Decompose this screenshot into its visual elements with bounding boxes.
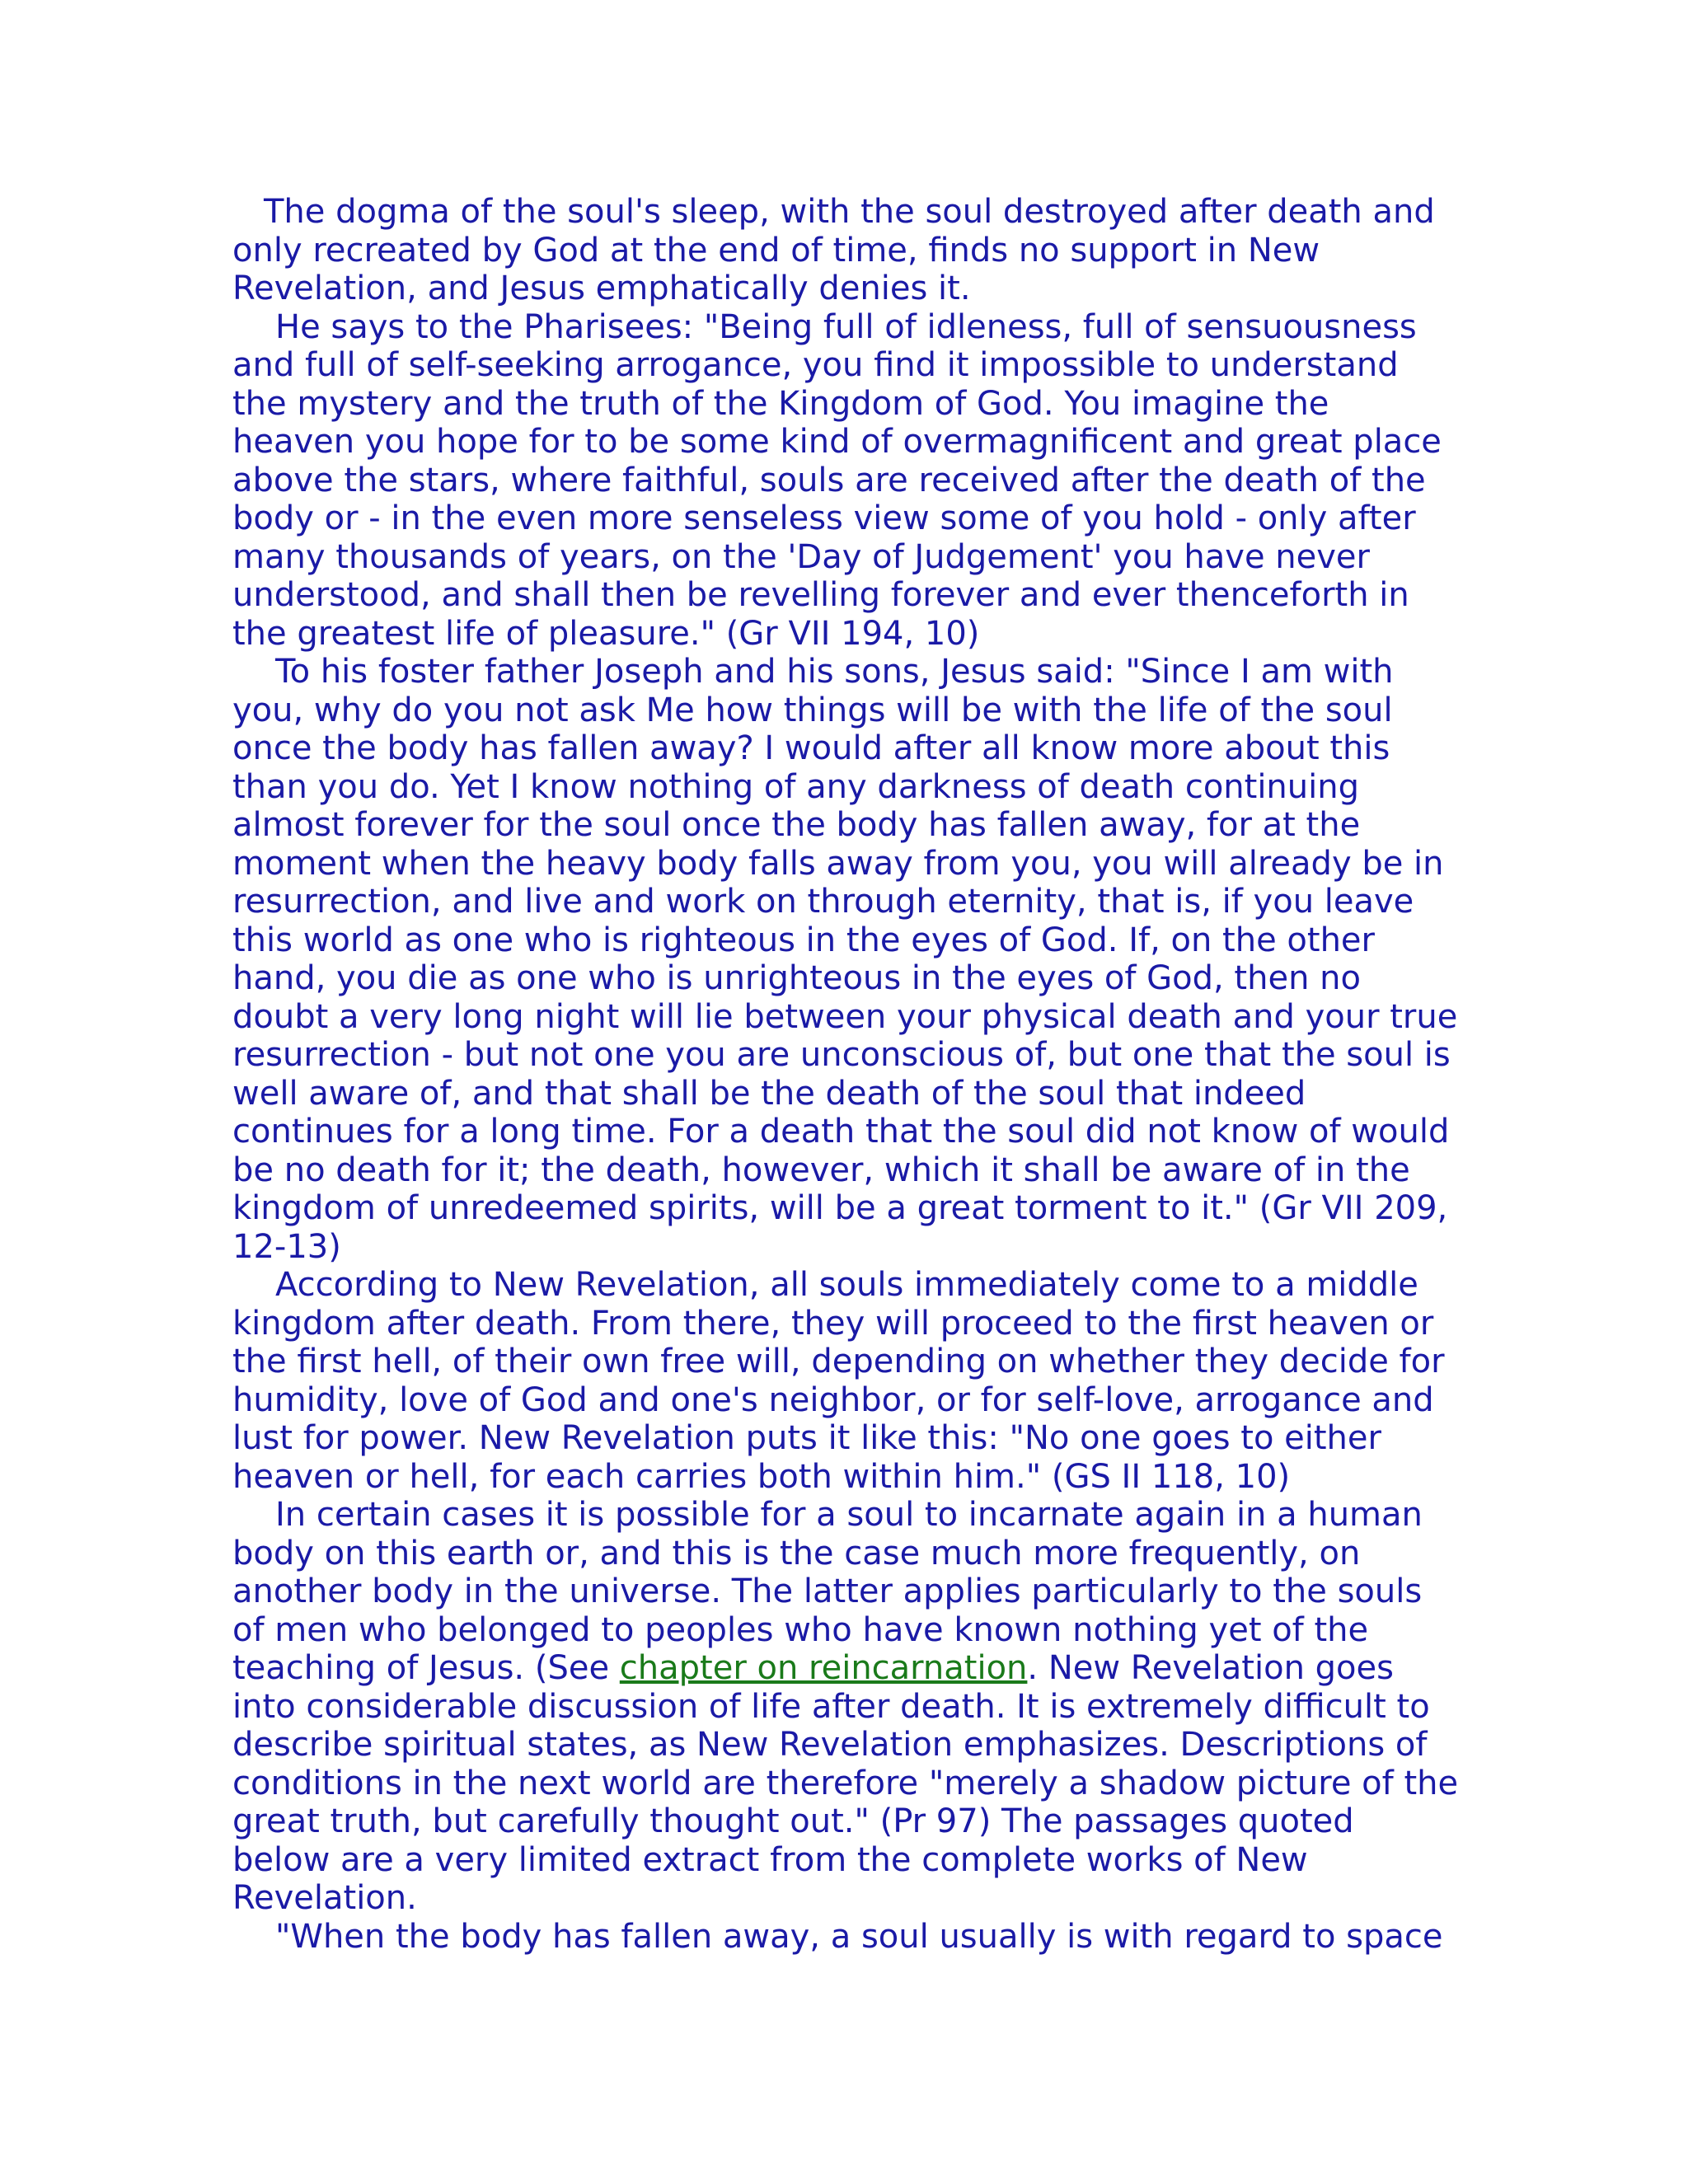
paragraph-reincarnation: [232, 1496, 1461, 1918]
reincarnation-chapter-link[interactable]: chapter on reincarnation: [619, 1649, 1028, 1687]
paragraph-text: "When the body has fallen away, a soul usually is with regard to space: [275, 1917, 1443, 1956]
document-body: [232, 193, 1461, 1956]
paragraph-soul-sleep: [232, 193, 1461, 308]
paragraph-middle-kingdom: [232, 1266, 1461, 1496]
paragraph-body-fallen-away: [232, 1918, 1461, 1957]
paragraph-text: The dogma of the soul's sleep, with the soul destroyed after death and only recreated by God at the end of time, finds no support in New Revelation, and Jesus emphatically denies it.: [232, 193, 1435, 307]
paragraph-text-before-link: In certain cases it is possible for a soul to incarnate again in a human body on this earth or, and this is the case much more frequently, on another body in the universe. The latter applies particularly to the souls of men who belonged to peoples who have known nothing yet of the teaching of Jesus. (See: [232, 1496, 1423, 1687]
paragraph-text: According to New Revelation, all souls immediately come to a middle kingdom after death. From there, they will proceed to the first heaven or the first hell, of their own free will, depending on whether they decide for humidity, love of God and one's neighbor, or for self-love, arrogance and lust for power. New Revelation puts it like this: "No one goes to either heaven or hell, for each carries both within him." (GS II 118, 10): [232, 1266, 1445, 1496]
paragraph-pharisees-quote: [232, 308, 1461, 654]
paragraph-text-after-link: . New Revelation goes into considerable discussion of life after death. It is extremely difficult to describe spiritual states, as New Revelation emphasizes. Descriptions of conditions in the next world are therefore "merely a shadow picture of the great truth, but carefully thought out." (Pr 97) The passages quoted below are a very limited extract from the complete works of New Revelation.: [232, 1649, 1459, 1917]
paragraph-joseph-quote: [232, 653, 1461, 1266]
paragraph-text: To his foster father Joseph and his sons, Jesus said: "Since I am with you, why do you not ask Me how things will be with the life of the soul once the body has fallen away? I would after all know more about this than you do. Yet I know nothing of any darkness of death continuing almost forever for the soul once the body has fallen away, for at the moment when the heavy body falls away from you, you will already be in resurrection, and live and work on through eternity, that is, if you leave this world as one who is righteous in the eyes of God. If, on the other hand, you die as one who is unrighteous in the eyes of God, then no doubt a very long night will lie between your physical death and your true resurrection - but not one you are unconscious of, but one that the soul is well aware of, and that shall be the death of the soul that indeed continues for a long time. For a death that the soul did not know of would be no death for it; the death, however, which it shall be aware of in the kingdom of unredeemed spirits, will be a great torment to it." (Gr VII 209, 12-13): [232, 653, 1458, 1266]
paragraph-text: He says to the Pharisees: "Being full of idleness, full of sensuousness and full of self-seeking arrogance, you find it impossible to understand the mystery and the truth of the Kingdom of God. You imagine the heaven you hope for to be some kind of overmagnificent and great place above the stars, where faithful, souls are received after the death of the body or - in the even more senseless view some of you hold - only after many thousands of years, on the 'Day of Judgement' you have never understood, and shall then be revelling forever and ever thenceforth in the greatest life of pleasure." (Gr VII 194, 10): [232, 307, 1442, 653]
